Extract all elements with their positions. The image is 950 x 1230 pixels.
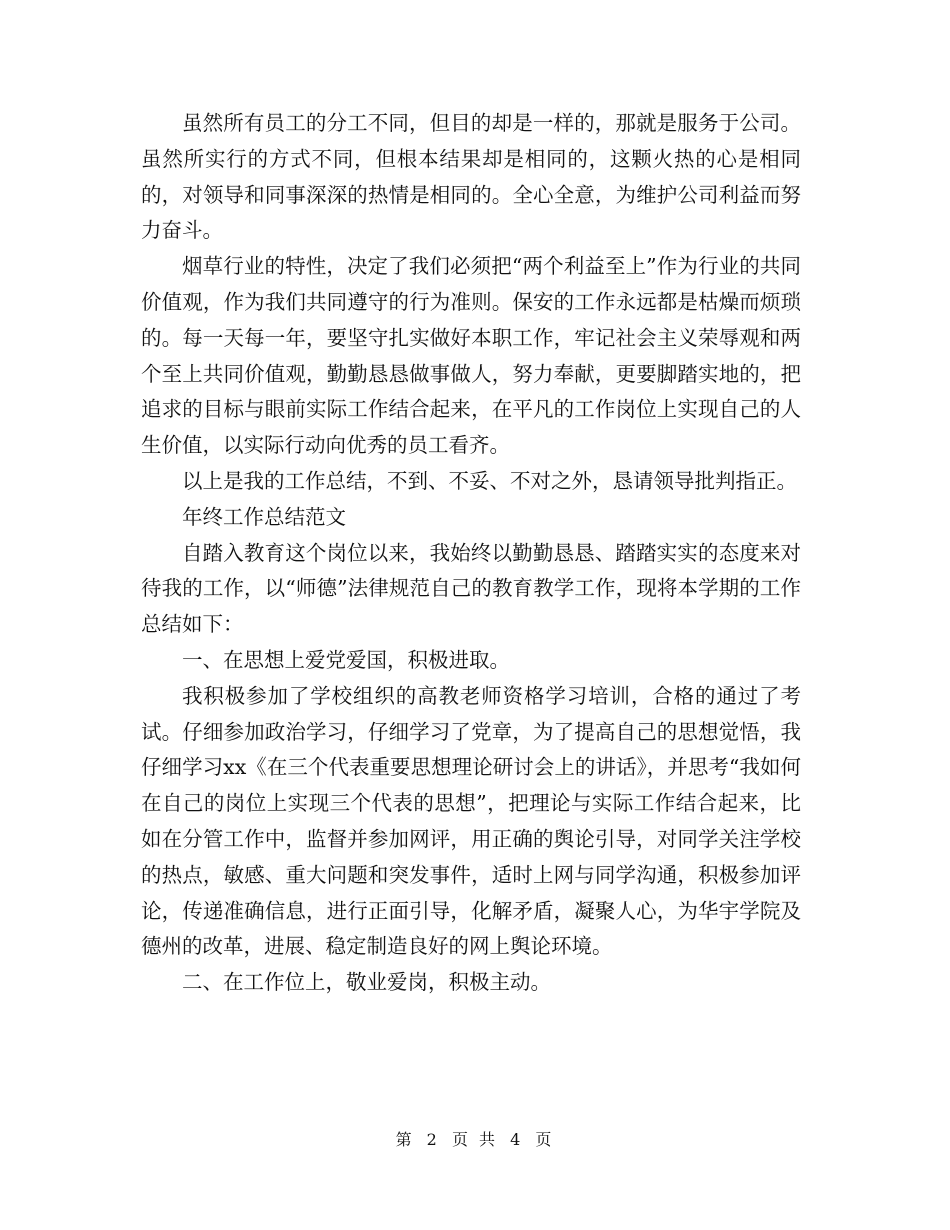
- paragraph-5: 我积极参加了学校组织的高教老师资格学习培训，合格的通过了考试。仔细参加政治学习，仔细学习了党章，为了提高自己的思想觉悟，我仔细学习xx《在三个代表重要思想理论研讨会上的讲话》，并思考“我如何在自己的岗位上实现三个代表的思想”，把理论与实际工作结合起来，比如在分管工作中，监督并参加网评，用正确的舆论引导，对同学关注学校的热点，敏感、重大问题和突发事件，适时上网与同学沟通，积极参加评论，传递准确信息，进行正面引导，化解矛盾，凝聚人心，为华宇学院及德州的改革，进展、稳定制造良好的网上舆论环境。: [141, 683, 801, 959]
- subheading-1: 一、在思想上爱党爱国，积极进取。: [182, 647, 510, 672]
- subheading-2: 二、在工作位上，敬业爱岗，积极主动。: [182, 970, 551, 995]
- paragraph-3: 以上是我的工作总结，不到、不妥、不对之外，恳请领导批判指正。: [182, 468, 797, 493]
- page-footer: [0, 1127, 950, 1150]
- total-page-number: 4: [510, 1130, 524, 1149]
- paragraph-1: 虽然所有员工的分工不同，但目的却是一样的，那就是服务于公司。虽然所实行的方式不同，但根本结果却是相同的，这颗火热的心是相同的，对领导和同事深深的热情是相同的。全心全意，为维护公司利益而努力奋斗。: [141, 111, 801, 243]
- footer-middle: 页 共: [451, 1130, 499, 1149]
- current-page-number: 2: [426, 1130, 440, 1149]
- document-body: [141, 106, 801, 1001]
- footer-prefix: 第: [395, 1130, 415, 1149]
- footer-suffix: 页: [535, 1130, 555, 1149]
- paragraph-4: 自踏入教育这个岗位以来，我始终以勤勤恳恳、踏踏实实的态度来对待我的工作，以“师德”法律规范自己的教育教学工作，现将本学期的工作总结如下：: [141, 540, 801, 637]
- section-heading: 年终工作总结范文: [182, 504, 346, 529]
- paragraph-2: 烟草行业的特性，决定了我们必须把“两个利益至上”作为行业的共同价值观，作为我们共同遵守的行为准则。保安的工作永远都是枯燥而烦琐的。每一天每一年，要坚守扎实做好本职工作，牢记社会主义荣辱观和两个至上共同价值观，勤勤恳恳做事做人，努力奉献，更要脚踏实地的，把追求的目标与眼前实际工作结合起来，在平凡的工作岗位上实现自己的人生价值，以实际行动向优秀的员工看齐。: [141, 254, 801, 458]
